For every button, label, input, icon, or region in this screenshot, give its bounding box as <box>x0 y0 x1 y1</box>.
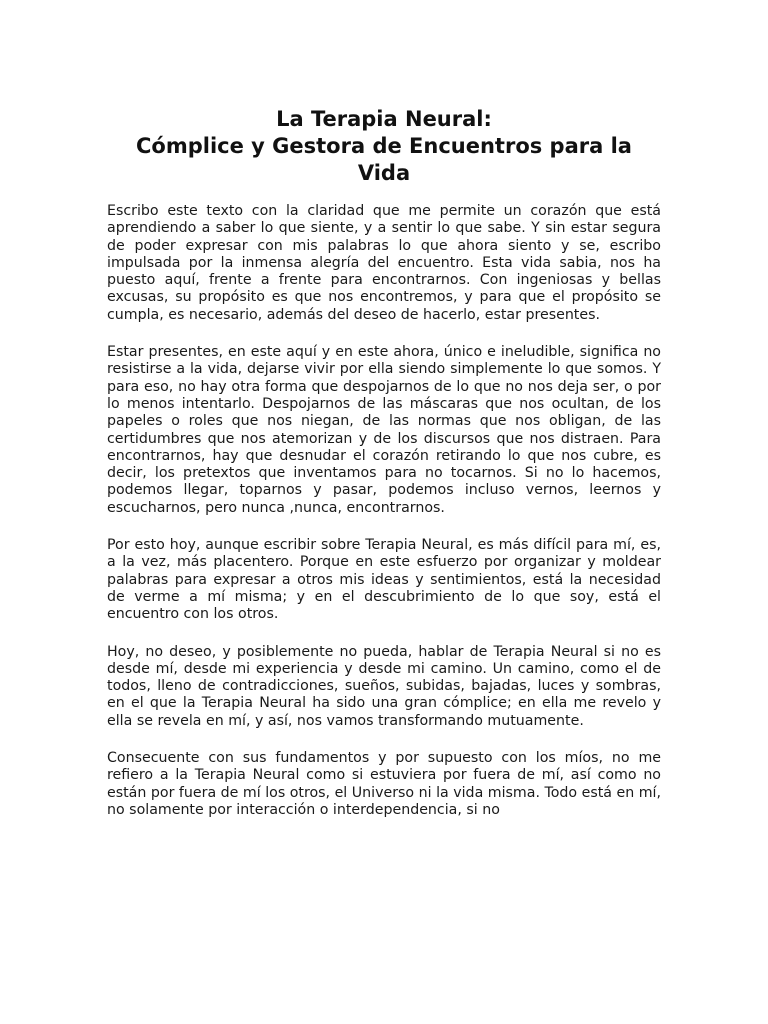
paragraph-4: Hoy, no deseo, y posiblemente no pueda, hablar de Terapia Neural si no es desde mí, desde mi experiencia y desde mi camino. Un camino, como el de todos, lleno de contradicciones, sueños, subidas, bajadas, luces y sombras, en el que la Terapia Neural ha sido una gran cómplice; en ella me revelo y ella se revela en mí, y así, nos vamos transformando mutuamente. <box>107 643 661 729</box>
document-title <box>100 106 668 187</box>
paragraph-2: Estar presentes, en este aquí y en este ahora, único e ineludible, significa no resistirse a la vida, dejarse vivir por ella siendo simplemente lo que somos. Y para eso, no hay otra forma que despojarnos de lo que no nos deja ser, o por lo menos intentarlo. Despojarnos de las máscaras que nos ocultan, de los papeles o roles que nos niegan, de las normas que nos obligan, de las certidumbres que nos atemorizan y de los discursos que nos distraen. Para encontrarnos, hay que desnudar el corazón retirando lo que nos cubre, es decir, los pretextos que inventamos para no tocarnos. Si no lo hacemos, podemos llegar, toparnos y pasar, podemos incluso vernos, leernos y escucharnos, pero nunca ,nunca, encontrarnos. <box>107 344 661 516</box>
document-body <box>107 203 661 839</box>
title-line-3: Vida <box>357 161 411 185</box>
title-line-1: La Terapia Neural: <box>276 107 492 131</box>
paragraph-1: Escribo este texto con la claridad que me permite un corazón que está aprendiendo a saber lo que siente, y a sentir lo que sabe. Y sin estar segura de poder expresar con mis palabras lo que ahora siento y se, escribo impulsada por la inmensa alegría del encuentro. Esta vida sabia, nos ha puesto aquí, frente a frente para encontrarnos. Con ingeniosas y bellas excusas, su propósito es que nos encontremos, y para que el propósito se cumpla, es necesario, además del deseo de hacerlo, estar presentes. <box>107 203 661 323</box>
title-line-2: Cómplice y Gestora de Encuentros para la <box>136 134 632 158</box>
paragraph-5: Consecuente con sus fundamentos y por supuesto con los míos, no me refiero a la Terapia Neural como si estuviera por fuera de mí, así como no están por fuera de mí los otros, el Universo ni la vida misma. Todo está en mí, no solamente por interacción o interdependencia, si no <box>107 750 661 818</box>
paragraph-3: Por esto hoy, aunque escribir sobre Terapia Neural, es más difícil para mí, es, a la vez, más placentero. Porque en este esfuerzo por organizar y moldear palabras para expresar a otros mis ideas y sentimientos, está la necesidad de verme a mí misma; y en el descubrimiento de lo que soy, está el encuentro con los otros. <box>107 537 661 623</box>
